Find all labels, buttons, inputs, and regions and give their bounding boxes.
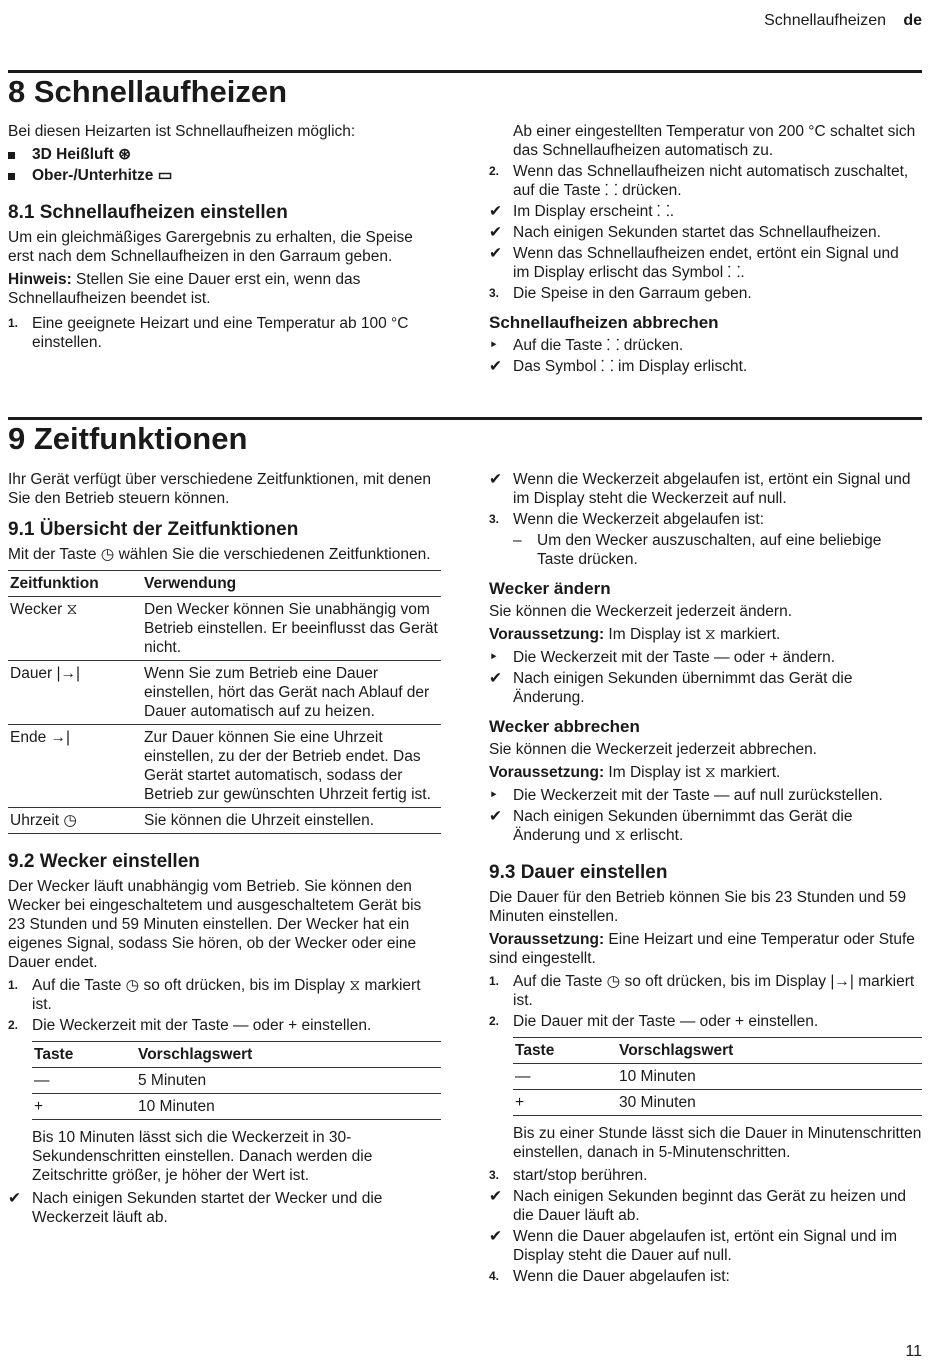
- time-functions-table: [8, 570, 441, 834]
- table-header: Zeitfunktion: [8, 571, 142, 597]
- ch9-left-column: [8, 470, 441, 1229]
- section-9-2-title: 9.2 Wecker einstellen: [8, 851, 200, 872]
- step-2: 2. Die Weckerzeit mit der Taste — oder + einstellen.: [8, 1017, 372, 1034]
- table-row: Uhrzeit ◷ Sie können die Uhrzeit einstellen.: [8, 808, 441, 834]
- intro: Bei diesen Heizarten ist Schnellaufheizen möglich:: [8, 123, 356, 140]
- section-9-1-title: 9.1 Übersicht der Zeitfunktionen: [8, 519, 299, 540]
- step-3: 3. Die Speise in den Garraum geben.: [489, 285, 752, 302]
- section-8-1-title: 8.1 Schnellaufheizen einstellen: [8, 202, 288, 223]
- cancel-timer-title: Wecker abbrechen: [489, 717, 640, 736]
- table-header: Verwendung: [142, 571, 441, 597]
- step-1: 1. Auf die Taste ◷ so oft drücken, bis im Display |→| markiert ist.: [489, 973, 915, 1009]
- action-item: ‣ Auf die Taste ⸬ drücken.: [489, 337, 684, 354]
- result-item: ✔ Nach einigen Sekunden startet das Schnellaufheizen.: [489, 224, 881, 241]
- running-header-title: Schnellaufheizen: [764, 12, 886, 29]
- result-item: ✔ Das Symbol ⸬ im Display erlischt.: [489, 358, 748, 375]
- paragraph: Sie können die Weckerzeit jederzeit abbrechen.: [489, 741, 817, 758]
- table-row: + 10 Minuten: [32, 1094, 441, 1120]
- table-row: Wecker ⧖ Den Wecker können Sie unabhängig vom Betrieb einstellen. Er beeinflusst das Gerät nicht.: [8, 597, 441, 661]
- abort-title: Schnellaufheizen abbrechen: [489, 313, 719, 332]
- chapter-8-title: 8 Schnellaufheizen: [8, 74, 288, 109]
- mode-item: Ober-/Unterhitze ▭: [8, 166, 438, 185]
- step-2: 2. Wenn das Schnellaufheizen nicht automatisch zuschaltet, auf die Taste ⸬ drücken.: [489, 163, 909, 199]
- step-1: 1. Eine geeignete Heizart und eine Temperatur ab 100 °C einstellen.: [8, 315, 409, 351]
- paragraph: Der Wecker läuft unabhängig vom Betrieb. Sie können den Wecker bei eingeschaltetem und ausgeschaltetem Gerät bis 23 Stunden und 59 Minuten einstellen. Der Wecker hat ein eigenes Signal, sodass Sie hören, ob der Wecker oder eine Dauer endet.: [8, 878, 422, 971]
- step-4: 4. Wenn die Dauer abgelaufen ist:: [489, 1268, 730, 1285]
- chapter-rule: [8, 417, 922, 420]
- duration-table: Taste Vorschlagswert — 10 Minuten + 30 Minuten: [513, 1037, 922, 1116]
- language-code: de: [903, 12, 922, 29]
- table-row: — 10 Minuten: [513, 1064, 922, 1090]
- ch9-right-column: [489, 470, 922, 1288]
- prerequisite: Voraussetzung: Im Display ist ⧖ markiert.: [489, 764, 781, 781]
- prerequisite: Voraussetzung: Im Display ist ⧖ markiert.: [489, 626, 781, 643]
- table-row: Ende →| Zur Dauer können Sie eine Uhrzeit einstellen, zu der der Betrieb endet. Das Gerät startet automatisch, sodass der Betrieb zur gewünschten Uhrzeit fertig ist.: [8, 725, 441, 808]
- section-9-3-title: 9.3 Dauer einstellen: [489, 862, 668, 883]
- step-3: 3. Wenn die Weckerzeit abgelaufen ist:: [489, 511, 765, 528]
- result-item: ✔ Wenn die Dauer abgelaufen ist, ertönt ein Signal und im Display steht die Dauer auf null.: [489, 1228, 898, 1264]
- chapter-9-title: 9 Zeitfunktionen: [8, 421, 248, 456]
- step-3: 3. start/stop berühren.: [489, 1167, 648, 1184]
- table-row: — 5 Minuten: [32, 1068, 441, 1094]
- prerequisite: Voraussetzung: Eine Heizart und eine Temperatur oder Stufe sind eingestellt.: [489, 931, 915, 967]
- timer-table: Taste Vorschlagswert — 5 Minuten + 10 Minuten: [32, 1041, 441, 1120]
- note: Bis zu einer Stunde lässt sich die Dauer in Minutenschritten einstellen, danach in 5-Minutenschritten.: [513, 1125, 922, 1161]
- paragraph: Mit der Taste ◷ wählen Sie die verschiedenen Zeitfunktionen.: [8, 546, 431, 563]
- result-item: ✔ Wenn die Weckerzeit abgelaufen ist, ertönt ein Signal und im Display steht die Weckerzeit auf null.: [489, 471, 911, 507]
- paragraph: Sie können die Weckerzeit jederzeit ändern.: [489, 603, 792, 620]
- result-item: ✔ Nach einigen Sekunden beginnt das Gerät zu heizen und die Dauer läuft ab.: [489, 1188, 906, 1224]
- table-row: Dauer |→| Wenn Sie zum Betrieb eine Dauer einstellen, hört das Gerät nach Ablauf der Dauer automatisch auf zu heizen.: [8, 661, 441, 725]
- page-number: 11: [905, 1343, 922, 1360]
- action-item: ‣ Die Weckerzeit mit der Taste — auf null zurückstellen.: [489, 787, 883, 804]
- paragraph: Die Dauer für den Betrieb können Sie bis 23 Stunden und 59 Minuten einstellen.: [489, 889, 907, 925]
- intro: Ihr Gerät verfügt über verschiedene Zeitfunktionen, mit denen Sie den Betrieb steuern können.: [8, 471, 432, 507]
- mode-item: 3D Heißluft ⊛: [8, 145, 438, 164]
- table-row: + 30 Minuten: [513, 1090, 922, 1116]
- result-item: ✔ Nach einigen Sekunden übernimmt das Gerät die Änderung und ⧖ erlischt.: [489, 808, 853, 844]
- step-2: 2. Die Dauer mit der Taste — oder + einstellen.: [489, 1013, 819, 1030]
- duration-table-wrap: [489, 1037, 922, 1162]
- paragraph: Um ein gleichmäßiges Garergebnis zu erhalten, die Speise erst nach dem Schnellaufheizen in den Garraum geben.: [8, 229, 413, 265]
- change-timer-title: Wecker ändern: [489, 579, 611, 598]
- sub-item: – Um den Wecker auszuschalten, auf eine beliebige Taste drücken.: [513, 532, 882, 568]
- ch8-right-column: [489, 122, 919, 378]
- hint: Hinweis: Stellen Sie eine Dauer erst ein, wenn das Schnellaufheizen beendet ist.: [8, 271, 361, 307]
- result-item: ✔ Im Display erscheint ⸬.: [489, 203, 675, 220]
- note: Bis 10 Minuten lässt sich die Weckerzeit in 30-Sekundenschritten einstellen. Danach werden die Zeitschritte größer, je höher der Wert ist.: [32, 1129, 373, 1184]
- ch8-left-column: [8, 122, 438, 354]
- result-item: ✔ Nach einigen Sekunden übernimmt das Gerät die Änderung.: [489, 670, 853, 706]
- action-item: ‣ Die Weckerzeit mit der Taste — oder + ändern.: [489, 649, 836, 666]
- step-1: 1. Auf die Taste ◷ so oft drücken, bis im Display ⧖ markiert ist.: [8, 977, 421, 1013]
- chapter-rule: [8, 70, 922, 73]
- result-item: ✔ Wenn das Schnellaufheizen endet, ertönt ein Signal und im Display erlischt das Symbol ⸬.: [489, 245, 899, 281]
- timer-table-wrap: [8, 1041, 441, 1185]
- paragraph: Ab einer eingestellten Temperatur von 200 °C schaltet sich das Schnellaufheizen automatisch zu.: [513, 123, 916, 159]
- result-item: ✔ Nach einigen Sekunden startet der Wecker und die Weckerzeit läuft ab.: [8, 1190, 383, 1226]
